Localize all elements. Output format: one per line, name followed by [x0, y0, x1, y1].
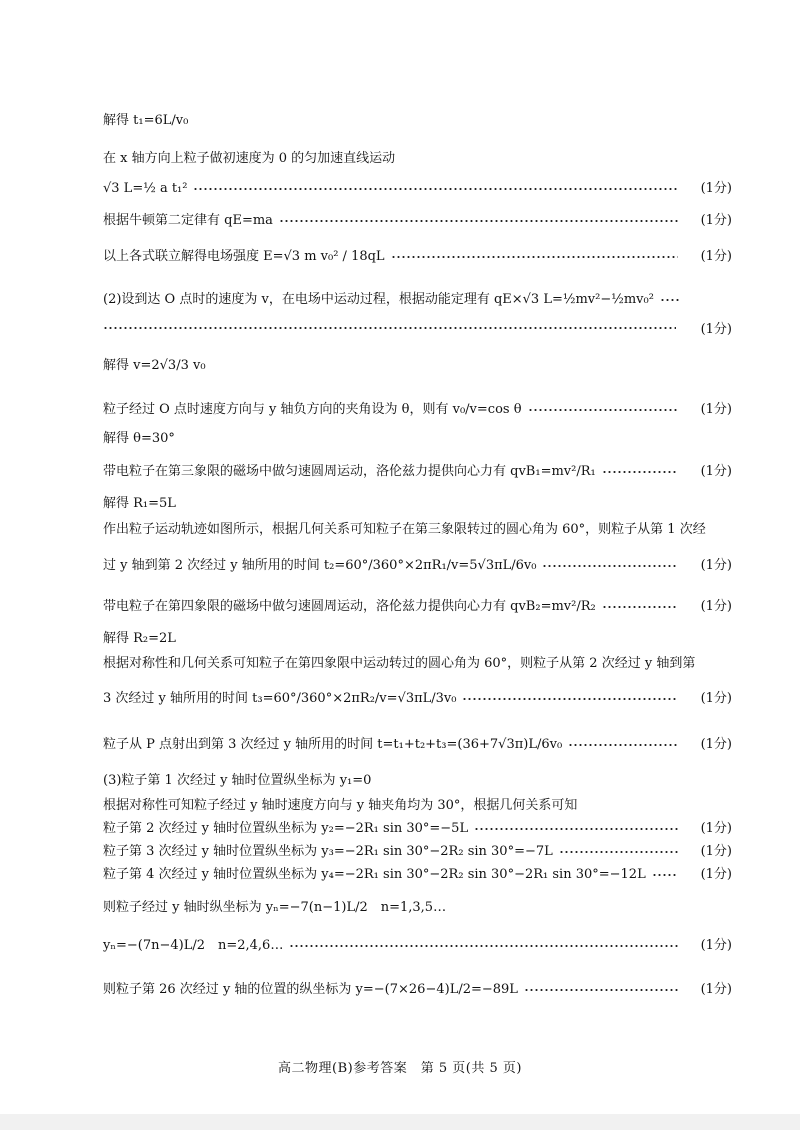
line-23: [103, 866, 732, 884]
dot-leader: [474, 828, 678, 830]
dot-leader-continued: [103, 327, 676, 329]
page-footer: 高二物理(B)参考答案 第 5 页(共 5 页): [278, 1061, 522, 1076]
line-text: 解得 R₁=5L: [103, 496, 176, 511]
line-text: 则粒子经过 y 轴时纵坐标为 yₙ=−7(n−1)L/2 n=1,3,5…: [103, 900, 447, 915]
line-20: [103, 797, 577, 815]
line-text: 粒子经过 O 点时速度方向与 y 轴负方向的夹角设为 θ，则有 v₀/v=cos θ: [103, 402, 522, 417]
dot-leader: [289, 945, 678, 947]
score-label: (1分): [700, 737, 732, 752]
line-text: 过 y 轴到第 2 次经过 y 轴所用的时间 t₂=60°/360°×2πR₁/v=5√3πL/6v₀: [103, 558, 537, 573]
line-16: [103, 655, 695, 673]
line-text: 以上各式联立解得电场强度 E=√3 m v₀² / 18qL: [103, 249, 385, 264]
score-label: (1分): [700, 867, 732, 882]
line-text: 3 次经过 y 轴所用的时间 t₃=60°/360°×2πR₂/v=√3πL/3v₀: [103, 691, 457, 706]
score-label: (1分): [700, 982, 732, 997]
dot-leader: [391, 256, 678, 258]
line-9: [103, 430, 175, 448]
line-2: [103, 150, 395, 168]
line-15: [103, 630, 176, 648]
line-26: [103, 981, 732, 999]
dot-leader: [559, 851, 678, 853]
bottom-margin-band: [0, 1114, 800, 1130]
dot-leader: [568, 744, 678, 746]
score-label: (1分): [700, 821, 732, 836]
line-4: [103, 212, 732, 230]
line-6: [103, 291, 676, 309]
score-label: (1分): [700, 249, 732, 264]
line-12: [103, 521, 706, 539]
dot-leader: [528, 409, 678, 411]
line-text: 解得 θ=30°: [103, 431, 175, 446]
dot-leader: [602, 606, 678, 608]
line-25: [103, 937, 732, 955]
line-3: [103, 180, 732, 198]
line-14: [103, 598, 732, 616]
dot-leader: [279, 220, 678, 222]
dot-leader: [462, 698, 678, 700]
score-label: (1分): [700, 691, 732, 706]
line-7: [103, 357, 206, 375]
line-text: √3 L=½ a t₁²: [103, 181, 188, 196]
dot-leader: [602, 471, 678, 473]
line-text: 带电粒子在第三象限的磁场中做匀速圆周运动，洛伦兹力提供向心力有 qvB₁=mv²/R₁: [103, 464, 596, 479]
line-text: 粒子第 3 次经过 y 轴时位置纵坐标为 y₃=−2R₁ sin 30°−2R₂ sin 30°=−7L: [103, 844, 553, 859]
line-text: 粒子从 P 点射出到第 3 次经过 y 轴所用的时间 t=t₁+t₂+t₃=(36+7√3π)L/6v₀: [103, 737, 563, 752]
line-11: [103, 495, 176, 513]
line-21: [103, 820, 732, 838]
line-text: 根据牛顿第二定律有 qE=ma: [103, 213, 273, 228]
line-text: (2)设到达 O 点时的速度为 v，在电场中运动过程，根据动能定理有 qE×√3 L=½mv²−½mv₀²: [103, 292, 654, 307]
score-label: (1分): [700, 844, 732, 859]
line-5: [103, 248, 732, 266]
line-22: [103, 843, 732, 861]
line-text: 根据对称性和几何关系可知粒子在第四象限中运动转过的圆心角为 60°，则粒子从第 2 次经过 y 轴到第: [103, 656, 696, 671]
score-label: (1分): [700, 213, 732, 228]
dot-leader: [660, 299, 680, 301]
score-label: (1分): [700, 322, 732, 337]
line-text: 带电粒子在第四象限的磁场中做匀速圆周运动，洛伦兹力提供向心力有 qvB₂=mv²/R₂: [103, 599, 596, 614]
line-text: 则粒子第 26 次经过 y 轴的位置的纵坐标为 y=−(7×26−4)L/2=−89L: [103, 982, 518, 997]
line-text: 在 x 轴方向上粒子做初速度为 0 的匀加速直线运动: [103, 151, 396, 166]
line-19: [103, 772, 371, 790]
line-10: [103, 463, 732, 481]
line-text: 解得 t₁=6L/v₀: [103, 113, 189, 128]
line-text: 解得 R₂=2L: [103, 631, 176, 646]
line-8: [103, 401, 732, 419]
line-17: [103, 690, 732, 708]
line-text: 粒子第 4 次经过 y 轴时位置纵坐标为 y₄=−2R₁ sin 30°−2R₂ sin 30°−2R₁ sin 30°=−12L: [103, 867, 646, 882]
score-label: (1分): [700, 938, 732, 953]
line-text: yₙ=−(7n−4)L/2 n=2,4,6…: [103, 938, 284, 953]
line-18: [103, 736, 732, 754]
line-text: 粒子第 2 次经过 y 轴时位置纵坐标为 y₂=−2R₁ sin 30°=−5L: [103, 821, 469, 836]
dot-leader: [193, 188, 678, 190]
score-label: (1分): [700, 181, 732, 196]
line-text: 解得 v=2√3/3 v₀: [103, 358, 206, 373]
line-13: [103, 557, 732, 575]
score-label: (1分): [700, 599, 732, 614]
score-label: (1分): [700, 558, 732, 573]
score-label: (1分): [700, 464, 732, 479]
line-text: 作出粒子运动轨迹如图所示，根据几何关系可知粒子在第三象限转过的圆心角为 60°，则粒子从第 1 次经: [103, 522, 706, 537]
score-label: (1分): [700, 402, 732, 417]
dot-leader: [524, 989, 678, 991]
line-text: 根据对称性可知粒子经过 y 轴时速度方向与 y 轴夹角均为 30°，根据几何关系可知: [103, 798, 578, 813]
dot-leader: [652, 874, 678, 876]
line-24: [103, 899, 446, 917]
dot-leader: [542, 565, 678, 567]
line-1: [103, 112, 188, 130]
line-text: (3)粒子第 1 次经过 y 轴时位置纵坐标为 y₁=0: [103, 773, 372, 788]
